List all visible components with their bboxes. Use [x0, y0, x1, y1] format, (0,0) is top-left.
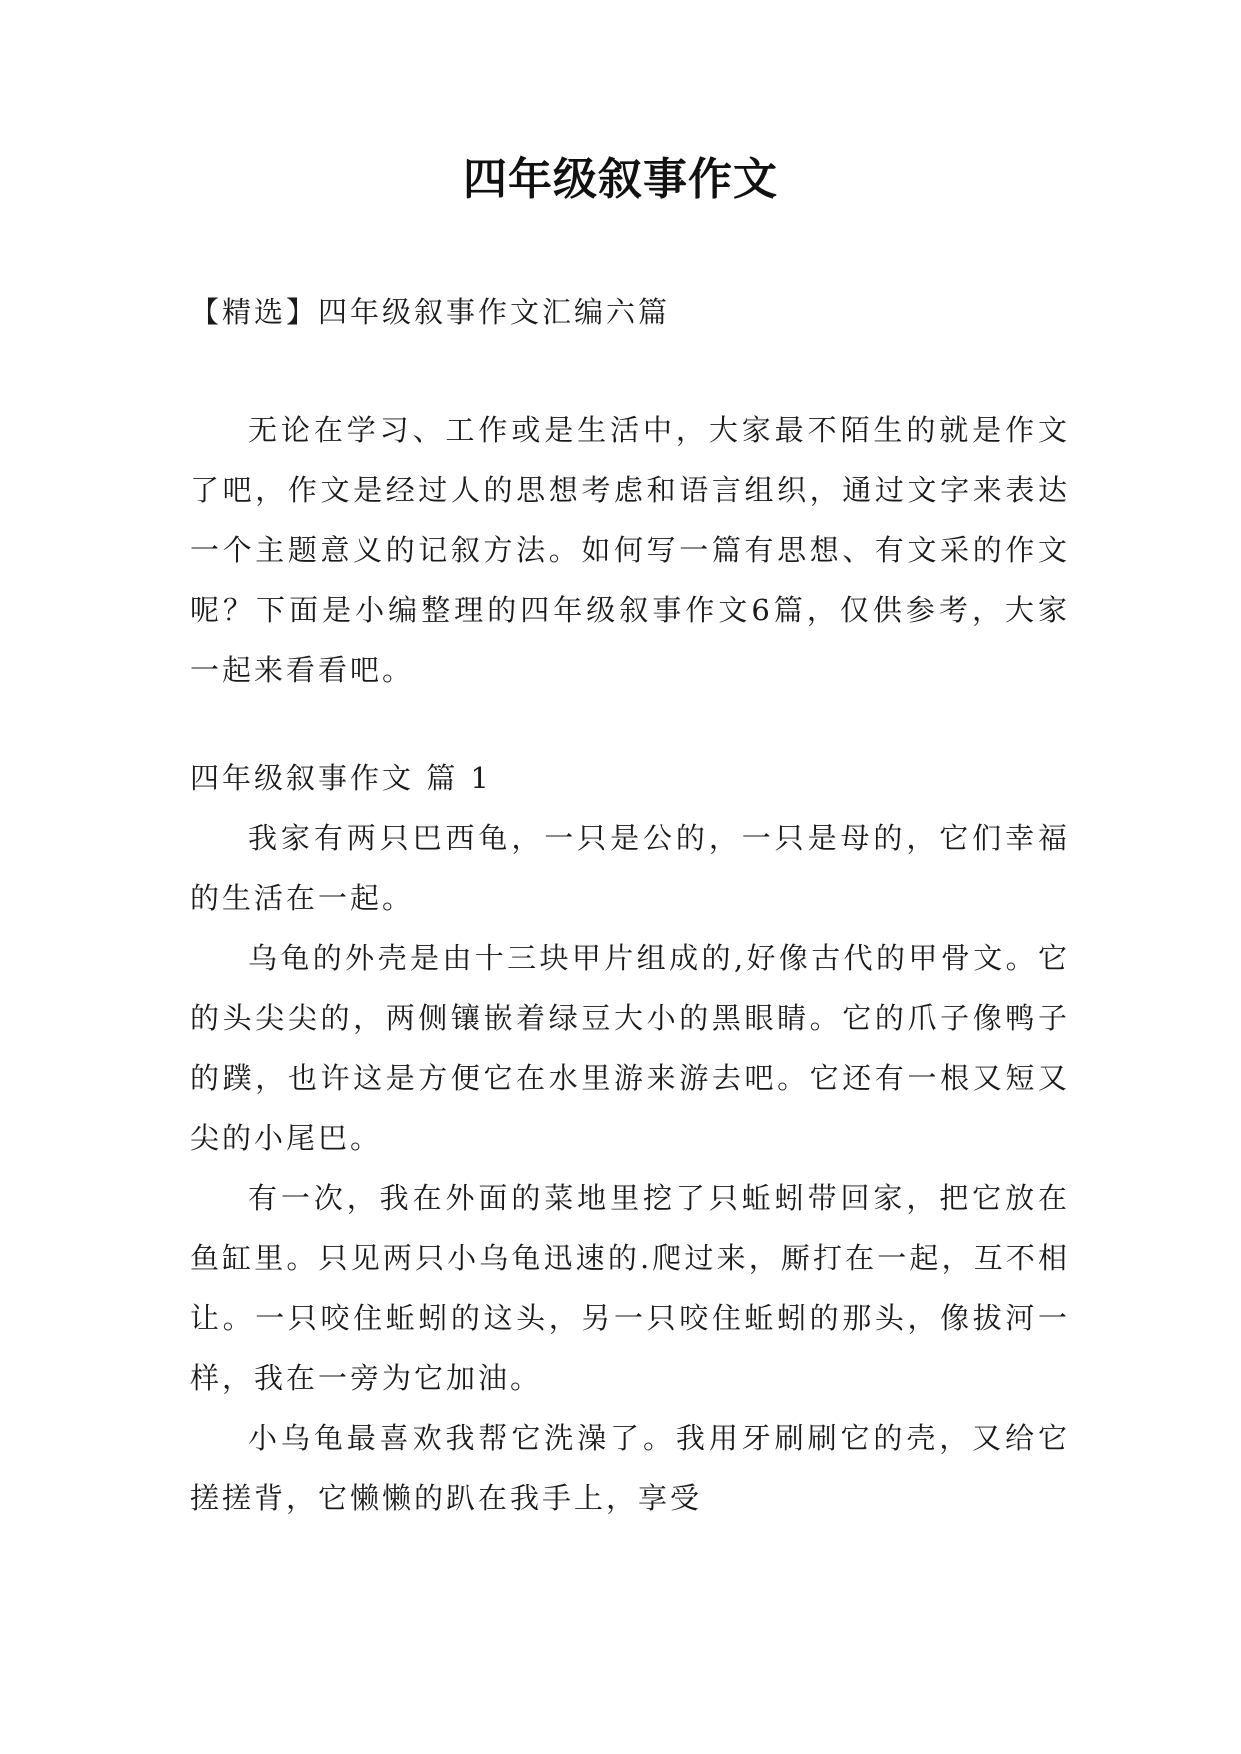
essay-paragraph: 小乌龟最喜欢我帮它洗澡了。我用牙刷刷它的壳，又给它搓搓背，它懒懒的趴在我手上，享受 — [190, 1421, 1070, 1515]
essay-paragraph: 乌龟的外壳是由十三块甲片组成的,好像古代的甲骨文。它的头尖尖的，两侧镶嵌着绿豆大小的黑眼睛。它的爪子像鸭子的蹼，也许这是方便它在水里游来游去吧。它还有一根又短又尖的小尾巴。 — [190, 941, 1070, 1155]
essay-body — [190, 808, 1070, 1528]
intro-paragraph: 无论在学习、工作或是生活中，大家最不陌生的就是作文了吧，作文是经过人的思想考虑和语言组织，通过文字来表达一个主题意义的记叙方法。如何写一篇有思想、有文采的作文呢？下面是小编整理的四年级叙事作文6篇，仅供参考，大家一起来看看吧。 — [190, 413, 1070, 687]
essay-paragraph: 有一次，我在外面的菜地里挖了只蚯蚓带回家，把它放在鱼缸里。只见两只小乌龟迅速的.爬过来，厮打在一起，互不相让。一只咬住蚯蚓的这头，另一只咬住蚯蚓的那头，像拔河一样，我在一旁为它加油。 — [190, 1181, 1070, 1395]
essay-paragraph: 我家有两只巴西龟，一只是公的，一只是母的，它们幸福的生活在一起。 — [190, 821, 1070, 915]
section-heading: 四年级叙事作文 篇 1 — [190, 761, 492, 795]
document-subtitle: 【精选】四年级叙事作文汇编六篇 — [190, 295, 671, 329]
intro-section — [190, 400, 1070, 700]
document-title: 四年级叙事作文 — [463, 154, 778, 205]
